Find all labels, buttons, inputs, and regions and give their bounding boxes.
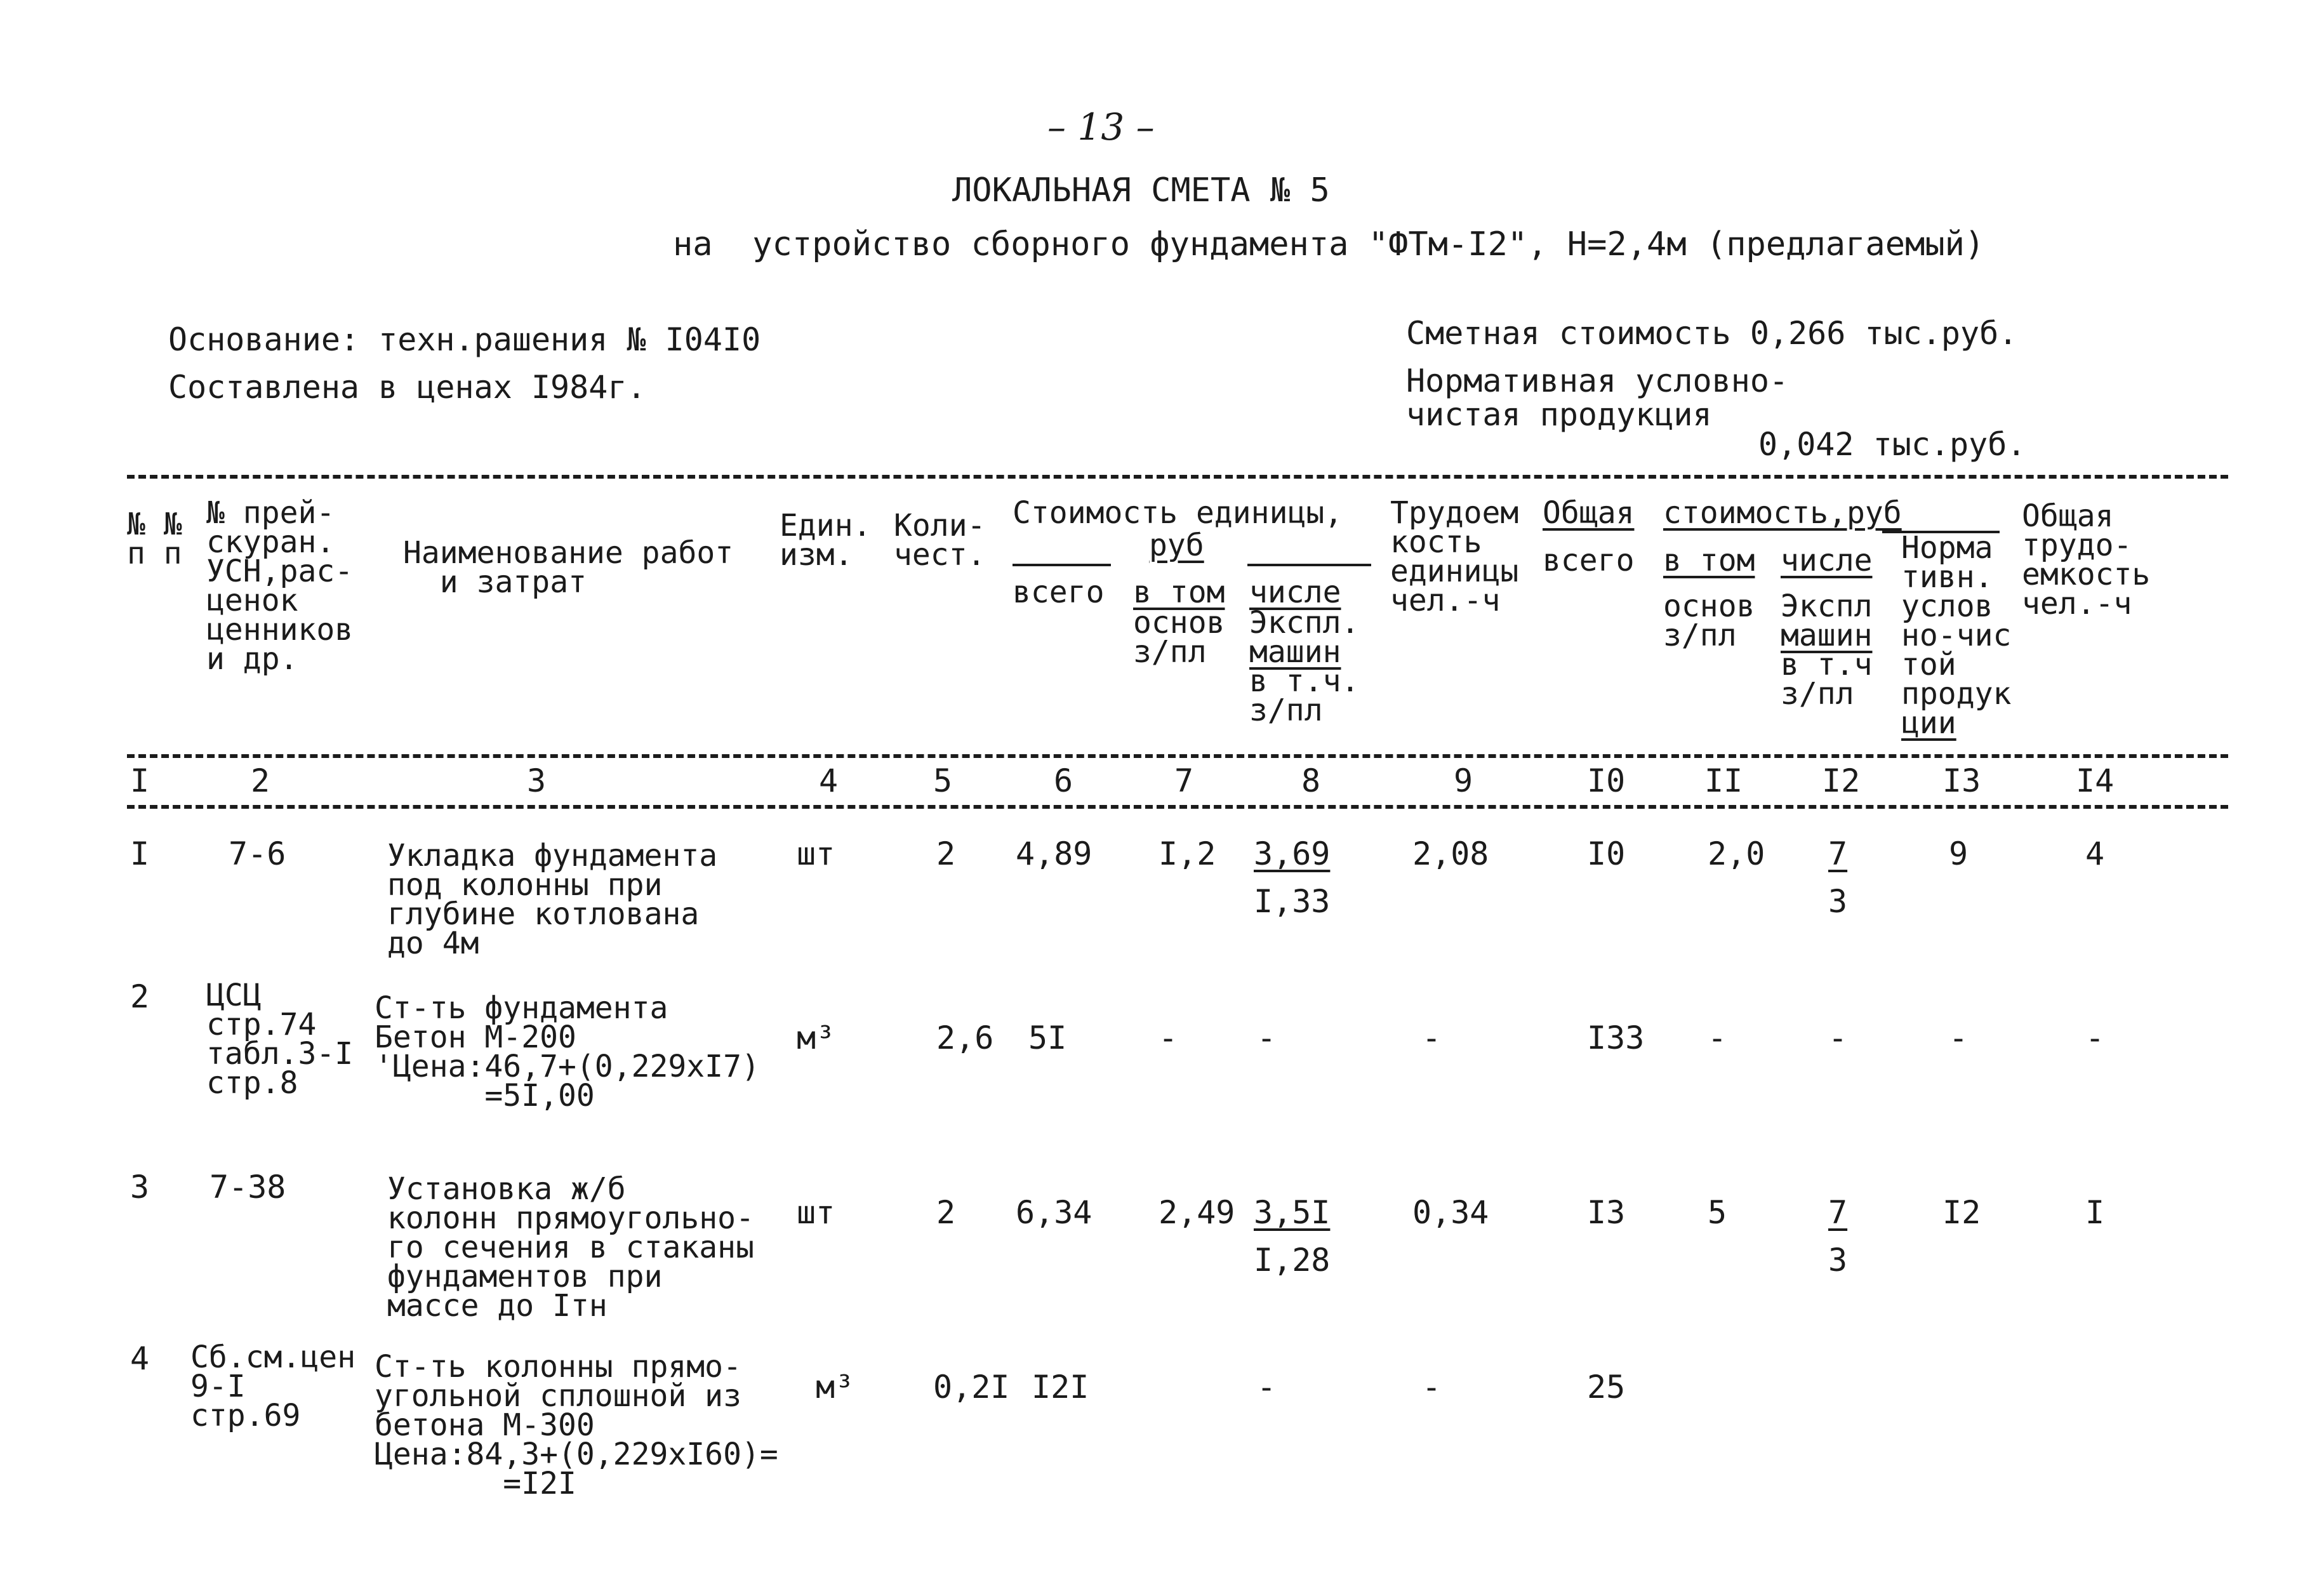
col-number: 7 <box>1174 762 1194 799</box>
header-col-7: основ з/пл <box>1133 605 1225 670</box>
header-unit-cost-rub: руб <box>1149 528 1204 563</box>
row-unit-total: I2I <box>1032 1369 1089 1406</box>
row-unit-machines: 3,5I <box>1254 1194 1331 1231</box>
row-total-base-wage: 5 <box>1708 1194 1727 1231</box>
normative-label-2: чистая продукция <box>1406 396 1712 433</box>
row-number: 2 <box>130 978 150 1015</box>
row-total-machines: 7 <box>1828 835 1848 872</box>
header-col-8-bottom: в т.ч. з/пл <box>1249 663 1360 728</box>
header-col-14: Общая трудо- емкость чел.-ч <box>2022 498 2151 621</box>
header-in-total-a: в том <box>1133 575 1225 610</box>
row-unit-total: 4,89 <box>1016 835 1092 872</box>
estimated-cost: Сметная стоимость 0,266 тыс.руб. <box>1406 315 2018 352</box>
header-col-9: Трудоем кость единицы чел.-ч <box>1390 495 1519 618</box>
header-total-cost-a: Общая <box>1543 495 1635 531</box>
header-col-5: Коли- чест. <box>894 508 986 573</box>
col-number: 3 <box>527 762 547 799</box>
row-unit-base-wage: 2,49 <box>1159 1194 1235 1231</box>
header-divider <box>1013 564 1111 566</box>
row-quantity: 0,2I <box>933 1369 1010 1406</box>
table-top-rule <box>127 475 2228 479</box>
document-subtitle: на устройство сборного фундамента "ФТм-I2", Н=2,4м (предлагаемый) <box>673 225 1985 263</box>
col-number: 5 <box>933 762 953 799</box>
row-total-labor: 4 <box>2085 835 2105 872</box>
header-bottom-rule <box>127 754 2228 758</box>
col-number: I3 <box>1942 762 1981 799</box>
row-work-name: Ст-ть колонны прямо- угольной сплошной из бетона М-300 Цена:84,3+(0,229хI60)= =I2I <box>375 1349 778 1501</box>
row-unit-total: 5I <box>1028 1020 1067 1056</box>
basis-line: Основание: техн.рашения № I04I0 <box>168 321 761 358</box>
row-total-cost: I33 <box>1587 1020 1645 1056</box>
row-unit-machines: - <box>1257 1369 1277 1406</box>
col-number: 4 <box>819 762 839 799</box>
normative-label-1: Нормативная условно- <box>1406 362 1789 399</box>
row-total-labor: I <box>2085 1194 2105 1231</box>
row-unit-base-wage: I,2 <box>1159 835 1216 872</box>
row-unit-machines: 3,69 <box>1254 835 1331 872</box>
row-unit: м³ <box>797 1020 835 1056</box>
row-normative-product: 9 <box>1949 835 1969 872</box>
header-col-2: № прей- скуран. УСН,рас- ценок ценников и др. <box>206 495 354 677</box>
row-number: 3 <box>130 1169 150 1206</box>
header-in-total-b: числе <box>1249 575 1341 610</box>
row-code: Сб.см.цен 9-I стр.69 <box>190 1339 356 1433</box>
row-quantity: 2,6 <box>936 1020 994 1056</box>
row-labor-per-unit: 2,08 <box>1412 835 1489 872</box>
header-in-total2-b: числе <box>1781 543 1873 578</box>
row-quantity: 2 <box>936 835 956 872</box>
header-col-12-mid: машин <box>1781 618 1873 653</box>
header-col-8-mid: машин <box>1249 634 1341 670</box>
header-col-4: Един. изм. <box>780 508 872 573</box>
row-total-machines: - <box>1828 1020 1848 1056</box>
col-number: 6 <box>1054 762 1073 799</box>
row-unit: шт <box>797 835 835 872</box>
row-total-cost: I3 <box>1587 1194 1626 1231</box>
header-col-3: Наименование работ и затрат <box>403 535 734 600</box>
col-number: 2 <box>251 762 270 799</box>
col-number: I0 <box>1587 762 1626 799</box>
row-total-base-wage: - <box>1708 1020 1727 1056</box>
row-total-labor: - <box>2085 1020 2105 1056</box>
header-col-13-last: ции <box>1901 705 1956 741</box>
col-number: I4 <box>2076 762 2115 799</box>
row-number: 4 <box>130 1340 150 1377</box>
row-unit-machines-wage: I,33 <box>1254 883 1331 920</box>
header-col-12-top: Экспл <box>1781 588 1873 624</box>
row-labor-per-unit: - <box>1422 1369 1442 1406</box>
row-total-machines: 7 <box>1828 1194 1848 1231</box>
header-col-12-bottom: в т.ч з/пл <box>1781 647 1873 712</box>
col-number: I2 <box>1822 762 1861 799</box>
row-unit-machines: - <box>1257 1020 1277 1056</box>
row-normative-product: - <box>1949 1020 1969 1056</box>
col-number: 9 <box>1454 762 1473 799</box>
row-labor-per-unit: - <box>1422 1020 1442 1056</box>
col-number: 8 <box>1301 762 1321 799</box>
row-total-base-wage: 2,0 <box>1708 835 1765 872</box>
row-total-machines-wage: 3 <box>1828 1242 1848 1279</box>
document-title: ЛОКАЛЬНАЯ СМЕТА № 5 <box>952 171 1330 209</box>
row-work-name: Ст-ть фундамента Бетон М-200 'Цена:46,7+(0,229хI7) =5I,00 <box>375 990 760 1113</box>
col-numbers-rule <box>127 805 2228 809</box>
row-unit: шт <box>797 1194 835 1231</box>
row-unit-base-wage: - <box>1159 1020 1178 1056</box>
header-col-6: всего <box>1013 575 1105 610</box>
row-quantity: 2 <box>936 1194 956 1231</box>
prices-line: Составлена в ценах I984г. <box>168 369 646 406</box>
header-total-cost-b: стоимость,руб <box>1663 495 1902 531</box>
row-code: ЦСЦ стр.74 табл.3-I стр.8 <box>206 978 354 1101</box>
row-total-cost: 25 <box>1587 1369 1626 1406</box>
row-total-cost: I0 <box>1587 835 1626 872</box>
header-col-10: всего <box>1543 543 1635 578</box>
header-col-1: № № п п <box>127 507 182 571</box>
col-number: I <box>130 762 150 799</box>
row-labor-per-unit: 0,34 <box>1412 1194 1489 1231</box>
header-col-8-top: Экспл. <box>1249 605 1360 641</box>
header-col-13-top: Норма <box>1901 530 1993 566</box>
row-code: 7-38 <box>209 1169 286 1206</box>
row-unit-total: 6,34 <box>1016 1194 1092 1231</box>
row-number: I <box>130 835 150 872</box>
header-col-13: тивн. услов но-чис той продук <box>1901 559 2012 712</box>
header-col-11: основ з/пл <box>1663 588 1755 653</box>
row-unit: м³ <box>816 1369 854 1406</box>
row-work-name: Установка ж/б колонн прямоугольно- го сечения в стаканы фундаментов при массе до Iтн <box>387 1171 754 1324</box>
row-normative-product: I2 <box>1942 1194 1981 1231</box>
header-unit-cost: Стоимость единицы, <box>1013 495 1343 531</box>
normative-value: 0,042 тыс.руб. <box>1758 426 2026 463</box>
page-number: – 13 – <box>1047 105 1155 149</box>
row-work-name: Укладка фундамента под колонны при глубине котлована до 4м <box>387 838 718 961</box>
row-unit-machines-wage: I,28 <box>1254 1242 1331 1279</box>
row-code: 7-6 <box>229 835 286 872</box>
header-divider <box>1247 564 1371 566</box>
col-number: II <box>1704 762 1743 799</box>
header-in-total2-a: в том <box>1663 543 1755 578</box>
row-total-machines-wage: 3 <box>1828 883 1848 920</box>
